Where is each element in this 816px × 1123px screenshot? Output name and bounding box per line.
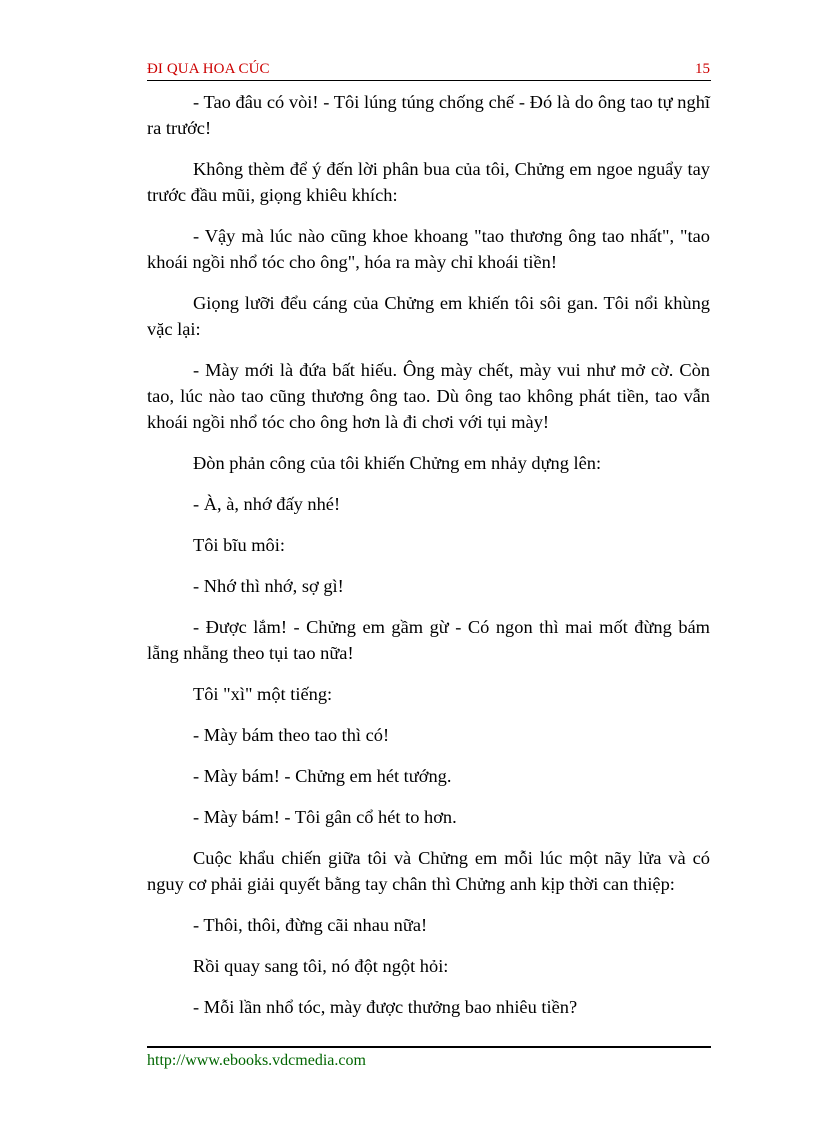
paragraph: - Tao đâu có vòi! - Tôi lúng túng chống chế - Đó là do ông tao tự nghĩ ra trước! (147, 92, 710, 138)
paragraph: - Nhớ thì nhớ, sợ gì! (193, 576, 344, 596)
paragraph: - Mày bám! - Chửng em hét tướng. (193, 766, 452, 786)
body-text (147, 89, 710, 1035)
paragraph: Đòn phản công của tôi khiến Chửng em nhảy dựng lên: (193, 453, 602, 473)
paragraph: Cuộc khẩu chiến giữa tôi và Chửng em mỗi lúc một nãy lửa và có nguy cơ phải giải quyết bằng tay chân thì Chửng anh kịp thời can thiệp: (147, 848, 710, 894)
paragraph: - Vậy mà lúc nào cũng khoe khoang "tao thương ông tao nhất", "tao khoái ngồi nhổ tóc cho ông", hóa ra mày chỉ khoái tiền! (147, 226, 710, 272)
paragraph: - Mày bám! - Tôi gân cổ hét to hơn. (193, 807, 457, 827)
paragraph: - Mày mới là đứa bất hiếu. Ông mày chết, mày vui như mở cờ. Còn tao, lúc nào tao cũng thương ông tao. Dù ông tao không phát tiền, tao vẫn khoái ngồi nhổ tóc cho ông hơn là đi chơi với tụi mày! (147, 360, 710, 432)
book-title: ĐI QUA HOA CÚC (147, 61, 270, 77)
paragraph: Tôi "xì" một tiếng: (193, 684, 333, 704)
paragraph: - À, à, nhớ đấy nhé! (193, 494, 341, 514)
paragraph: Không thèm để ý đến lời phân bua của tôi, Chửng em ngoe nguẩy tay trước đầu mũi, giọng khiêu khích: (147, 159, 710, 205)
page-header (147, 60, 711, 81)
page-number: 15 (695, 61, 710, 77)
paragraph: - Được lắm! - Chửng em gầm gừ - Có ngon thì mai mốt đừng bám lẵng nhẵng theo tụi tao nữa! (147, 617, 710, 663)
paragraph: Giọng lưỡi đểu cáng của Chửng em khiến tôi sôi gan. Tôi nổi khùng vặc lại: (147, 293, 710, 339)
paragraph: - Mày bám theo tao thì có! (193, 725, 390, 745)
footer-divider (147, 1046, 711, 1048)
paragraph: - Thôi, thôi, đừng cãi nhau nữa! (193, 915, 428, 935)
paragraph: Rồi quay sang tôi, nó đột ngột hỏi: (193, 956, 449, 976)
paragraph: - Mỗi lần nhổ tóc, mày được thưởng bao nhiêu tiền? (193, 997, 578, 1017)
paragraph: Tôi bĩu môi: (193, 535, 285, 555)
footer-url-link[interactable]: http://www.ebooks.vdcmedia.com (147, 1052, 366, 1069)
